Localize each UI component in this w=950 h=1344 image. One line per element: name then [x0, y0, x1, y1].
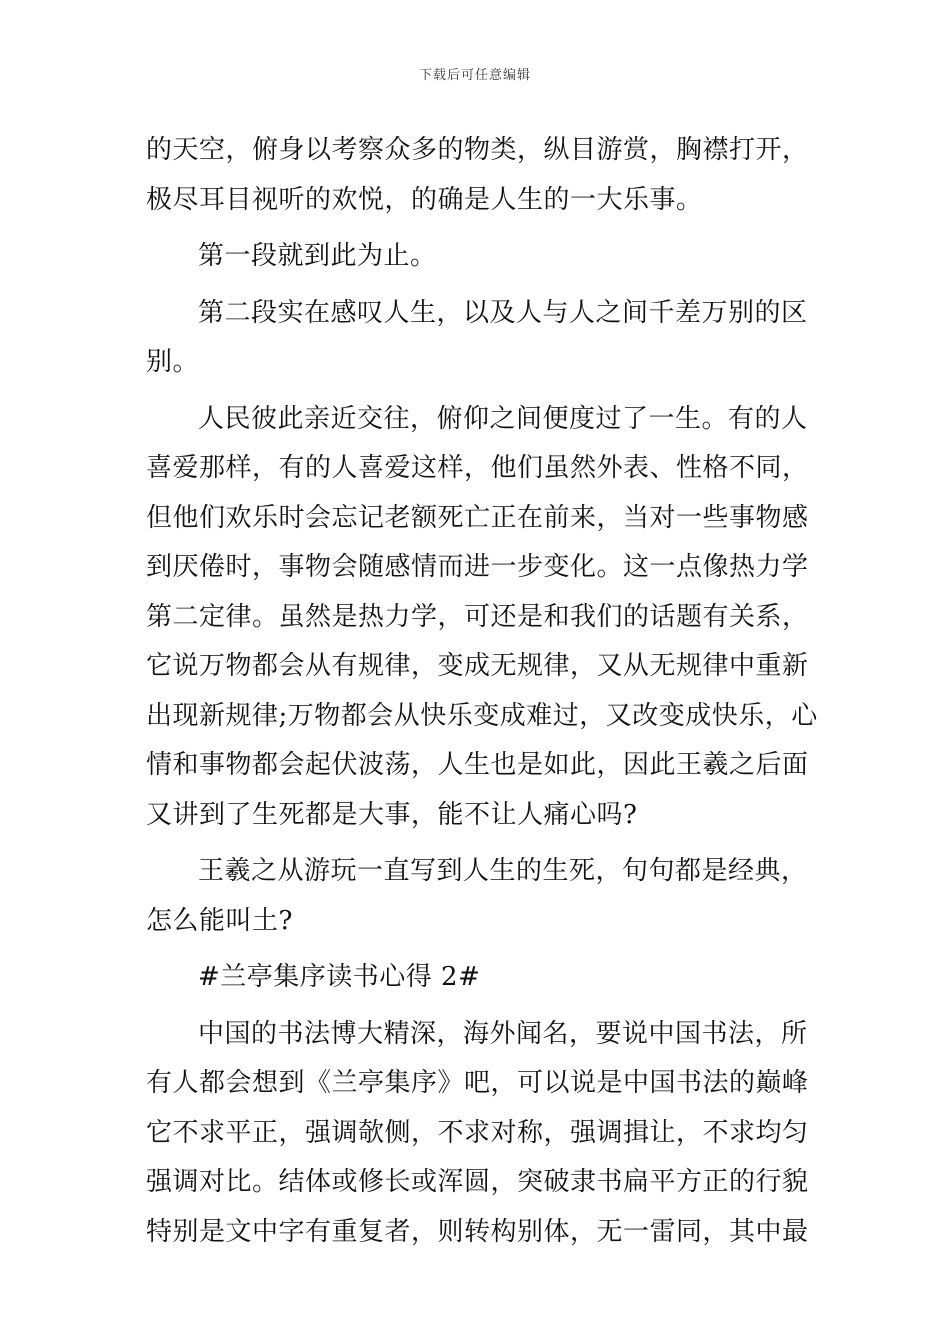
- document-body: [146, 126, 818, 1257]
- text-line: 特别是文中字有重复者，则转构别体，无一雷同，其中最: [146, 1216, 809, 1247]
- text-line: #兰亭集序读书心得 2#: [198, 962, 481, 992]
- text-line: 怎么能叫土?: [146, 905, 293, 936]
- text-line: 有人都会想到《兰亭集序》吧，可以说是中国书法的巅峰: [146, 1068, 809, 1098]
- text-line: 王羲之从游玩一直写到人生的生死，句句都是经典，: [198, 856, 808, 886]
- paragraph-4: [146, 395, 818, 841]
- text-line: 别。: [146, 347, 200, 377]
- text-line: 到厌倦时，事物会随感情而进一步变化。这一点像热力学: [146, 552, 809, 582]
- section-heading: [146, 953, 806, 1003]
- text-line: 情和事物都会起伏波荡，人生也是如此，因此王羲之后面: [146, 750, 809, 780]
- text-line: 喜爱那样，有的人喜爱这样，他们虽然外表、性格不同，: [146, 453, 809, 483]
- text-line: 第二段实在感叹人生，以及人与人之间千差万别的区: [198, 297, 808, 328]
- text-line: 出现新规律;万物都会从快乐变成难过，又改变成快乐，心: [146, 700, 818, 731]
- paragraph-2: [146, 232, 806, 282]
- text-line: 中国的书法博大精深，海外闻名，要说中国书法，所: [198, 1018, 808, 1049]
- text-line: 但他们欢乐时会忘记老额死亡正在前来，当对一些事物感: [146, 502, 809, 533]
- text-line: 第一段就到此为止。: [198, 241, 437, 271]
- paragraph-6: [146, 1010, 809, 1258]
- text-line: 它说万物都会从有规律，变成无规律，又从无规律中重新: [146, 651, 809, 681]
- text-line: 第二定律。虽然是热力学，可还是和我们的话题有关系，: [146, 601, 809, 632]
- text-line: 强调对比。结体或修长或浑圆，突破隶书扁平方正的行貌: [146, 1167, 809, 1197]
- text-line: 人民彼此亲近交往，俯仰之间便度过了一生。有的人: [198, 403, 808, 434]
- text-line: 的天空，俯身以考察众多的物类，纵目游赏，胸襟打开，: [146, 135, 809, 165]
- paragraph-5: [146, 847, 806, 946]
- text-line: 它不求平正，强调欹侧，不求对称，强调揖让，不求均匀: [146, 1117, 809, 1148]
- page-header: 下载后可任意编辑: [418, 68, 531, 83]
- paragraph-1: [146, 126, 809, 225]
- paragraph-3: [146, 289, 806, 388]
- text-line: 极尽耳目视听的欢悦，的确是人生的一大乐事。: [146, 184, 703, 215]
- text-line: 又讲到了生死都是大事，能不让人痛心吗?: [146, 799, 638, 830]
